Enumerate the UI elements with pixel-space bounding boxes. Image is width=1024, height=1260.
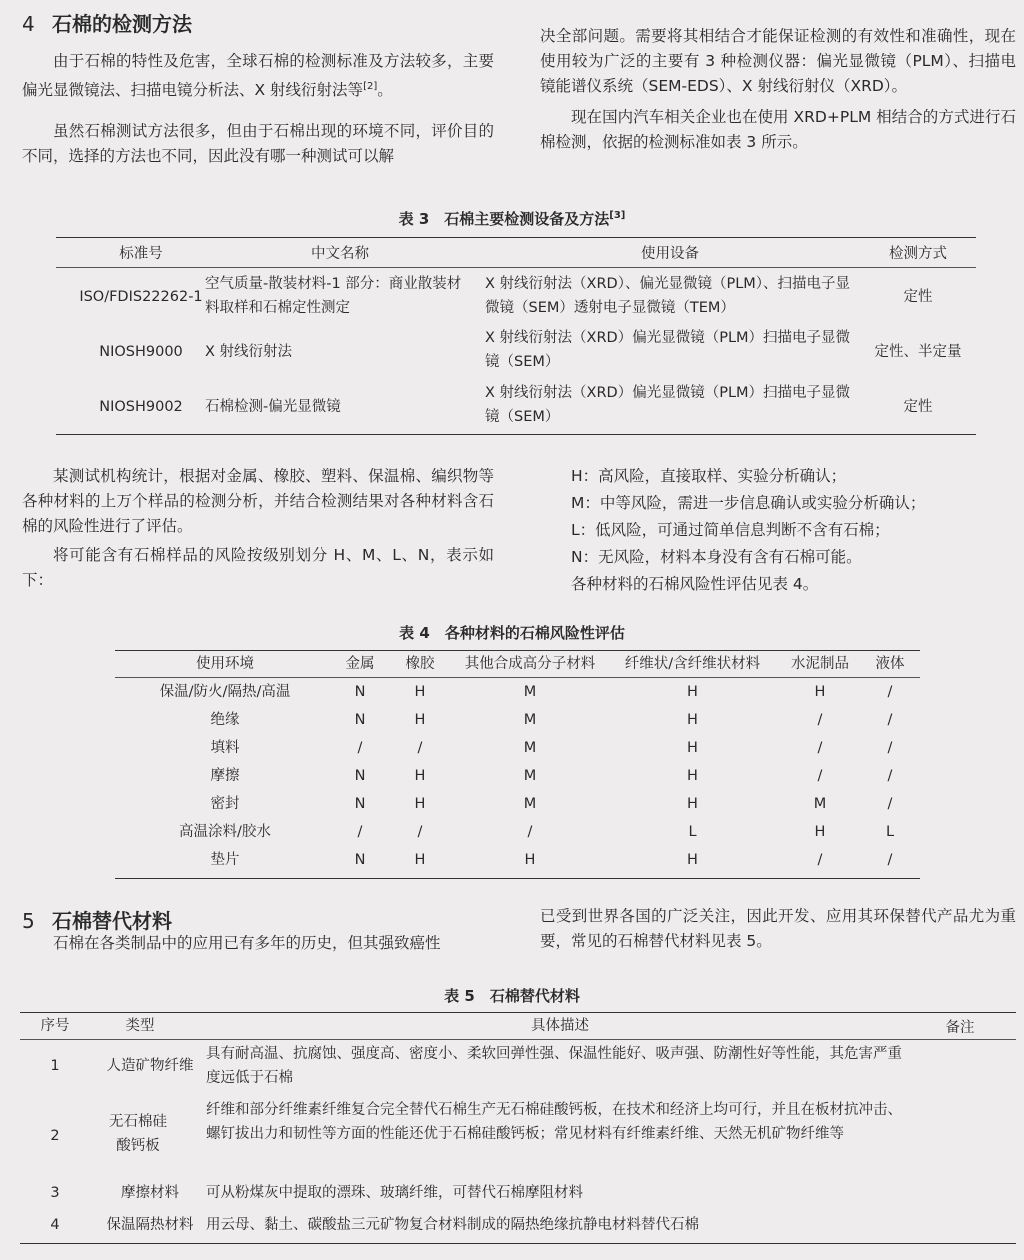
section-5-right-column xyxy=(540,904,1016,954)
paragraph: 虽然石棉测试方法很多，但由于石棉出现的环境不同，评价目的不同，选择的方法也不同，因此没有哪一种测试可以解 xyxy=(22,122,494,166)
paragraph: 由于石棉的特性及危害，全球石棉的检测标准及方法较多，主要偏光显微镜法、扫描电镜分析法、X 射线衍射法等[2]。 xyxy=(22,52,494,100)
table-cell: 用云母、黏土、碳酸盐三元矿物复合材料制成的隔热绝缘抗静电材料替代石棉 xyxy=(206,1217,699,1233)
table-cell: 具有耐高温、抗腐蚀、强度高、密度小、柔软回弹性强、保温性能好、吸声强、防潮性好等性能，其危害严重度远低于石棉 xyxy=(206,1046,902,1086)
risk-level-line: N：无风险，材料本身没有含有石棉可能。 xyxy=(571,548,862,566)
risk-cell: / xyxy=(357,824,363,840)
risk-cell: H xyxy=(687,796,698,812)
table-cell: X 射线衍射法（XRD）、偏光显微镜（PLM）、扫描电子显微镜（SEM）透射电子显微镜（TEM） xyxy=(485,276,851,316)
table-rule xyxy=(20,1039,1016,1040)
table-header: 类型 xyxy=(125,1018,155,1034)
table-cell: 3 xyxy=(50,1185,60,1201)
table-cell: 保温隔热材料 xyxy=(106,1217,194,1233)
table-cell: 纤维和部分纤维素纤维复合完全替代石棉生产无石棉硅酸钙板，在技术和经济上均可行，并且在板材抗冲击、螺钉拔出力和韧性等方面的性能还优于石棉硅酸钙板；常见材料有纤维素纤维、天然无机矿物纤维等 xyxy=(206,1102,902,1142)
row-label: 填料 xyxy=(210,740,240,756)
section-number: 4 xyxy=(22,12,35,36)
row-label: 绝缘 xyxy=(210,712,240,728)
risk-cell: N xyxy=(354,768,366,784)
risk-cell: L xyxy=(688,824,697,840)
row-label: 垫片 xyxy=(210,852,240,868)
risk-cell: H xyxy=(687,684,698,700)
risk-level-line: M：中等风险，需进一步信息确认或实验分析确认； xyxy=(571,494,926,512)
risk-cell: / xyxy=(527,824,533,840)
table-rule xyxy=(56,434,976,435)
table-cell: ISO/FDIS22262-1 xyxy=(79,289,203,305)
mid-left-column xyxy=(22,464,494,593)
risk-cell: / xyxy=(357,740,363,756)
section-4-right-column xyxy=(540,24,1016,155)
section-5-heading xyxy=(22,905,172,934)
table-header: 金属 xyxy=(345,656,375,672)
risk-cell: H xyxy=(414,852,426,868)
risk-cell: / xyxy=(817,712,823,728)
table-header: 液体 xyxy=(875,656,905,672)
risk-cell: L xyxy=(885,824,895,840)
paragraph: 现在国内汽车相关企业也在使用 XRD+PLM 相结合的方式进行石棉检测，依据的检测标准如表 3 所示。 xyxy=(540,108,1016,151)
table-cell: 定性 xyxy=(903,399,933,415)
risk-cell: H xyxy=(687,852,698,868)
risk-cell: / xyxy=(887,852,893,868)
section-title: 石棉的检测方法 xyxy=(52,12,192,36)
table-header: 序号 xyxy=(40,1018,70,1034)
risk-cell: H xyxy=(687,768,698,784)
table-cell: NIOSH9002 xyxy=(99,399,183,415)
section-4-left-column xyxy=(22,49,494,169)
risk-cell: / xyxy=(817,740,823,756)
table-header: 使用环境 xyxy=(196,656,254,672)
risk-cell: H xyxy=(687,740,698,756)
risk-level-line: L：低风险，可通过简单信息判断不含有石棉； xyxy=(571,521,890,539)
table-header: 纤维状/含纤维状材料 xyxy=(624,656,761,672)
paragraph: 某测试机构统计，根据对金属、橡胶、塑料、保温棉、编织物等各种材料的上万个样品的检测分析，并结合检测结果对各种材料含石棉的风险性进行了评估。 xyxy=(22,467,494,535)
risk-cell: / xyxy=(817,852,823,868)
table-rule xyxy=(115,878,920,879)
risk-cell: M xyxy=(813,796,827,812)
paragraph: 石棉在各类制品中的应用已有多年的历史，但其强致癌性 xyxy=(53,934,441,952)
risk-cell: N xyxy=(354,852,366,868)
table-cell: 人造矿物纤维 xyxy=(106,1058,194,1074)
table-cell: 1 xyxy=(50,1058,60,1074)
risk-cell: H xyxy=(814,824,826,840)
paragraph: 已受到世界各国的广泛关注，因此开发、应用其环保替代产品尤为重要，常见的石棉替代材料见表 5。 xyxy=(540,907,1016,950)
risk-cell: N xyxy=(354,712,366,728)
paragraph: 将可能含有石棉样品的风险按级别划分 H、M、L、N，表示如下： xyxy=(22,546,494,589)
table-rule xyxy=(20,1243,1016,1244)
table-3-caption: 表 3 石棉主要检测设备及方法[3] xyxy=(398,210,626,228)
risk-cell: N xyxy=(354,684,366,700)
table-header: 其他合成高分子材料 xyxy=(464,656,596,672)
table-cell: 定性 xyxy=(903,289,933,305)
table-cell: X 射线衍射法（XRD）偏光显微镜（PLM）扫描电子显微镜（SEM） xyxy=(485,385,851,425)
row-label: 保温/防火/隔热/高温 xyxy=(159,684,291,700)
section-number: 5 xyxy=(22,909,35,933)
section-5-left-column xyxy=(22,931,494,956)
table-rule xyxy=(56,267,976,268)
table-rule xyxy=(56,237,976,238)
section-4-heading xyxy=(22,8,192,37)
risk-cell: M xyxy=(523,684,537,700)
risk-cell: / xyxy=(417,740,423,756)
table-cell: 可从粉煤灰中提取的漂珠、玻璃纤维，可替代石棉摩阻材料 xyxy=(206,1185,583,1201)
row-label: 摩擦 xyxy=(210,768,240,784)
table-header: 标准号 xyxy=(119,246,163,262)
mid-right-column xyxy=(540,464,1016,597)
risk-cell: H xyxy=(414,684,426,700)
risk-cell: / xyxy=(887,740,893,756)
table-cell: 石棉检测-偏光显微镜 xyxy=(205,399,341,415)
risk-cell: H xyxy=(414,712,426,728)
paragraph: 决全部问题。需要将其相结合才能保证检测的有效性和准确性，现在使用较为广泛的主要有 3 种检测仪器：偏光显微镜（PLM）、扫描电镜能谱仪系统（SEM-EDS）、X 射线衍射仪（XRD）。 xyxy=(540,27,1016,95)
risk-cell: H xyxy=(524,852,536,868)
table-cell: 2 xyxy=(50,1128,60,1144)
section-title: 石棉替代材料 xyxy=(52,909,172,933)
table-cell: 定性、半定量 xyxy=(874,344,962,360)
table-header: 中文名称 xyxy=(311,246,369,262)
risk-cell: / xyxy=(417,824,423,840)
risk-cell: / xyxy=(817,768,823,784)
table-rule xyxy=(20,1012,1016,1013)
table-header: 具体描述 xyxy=(531,1018,589,1034)
risk-cell: / xyxy=(887,712,893,728)
risk-cell: / xyxy=(887,796,893,812)
table-cell: X 射线衍射法（XRD）偏光显微镜（PLM）扫描电子显微镜（SEM） xyxy=(485,330,851,370)
table-rule xyxy=(115,650,920,651)
table-header: 水泥制品 xyxy=(791,656,849,672)
citation: [2] xyxy=(363,81,378,92)
table-cell: 空气质量-散装材料-1 部分：商业散装材料取样和石棉定性测定 xyxy=(205,276,462,316)
table-5-caption: 表 5 石棉替代材料 xyxy=(444,987,580,1005)
table-cell: 摩擦材料 xyxy=(121,1185,179,1201)
row-label: 密封 xyxy=(210,796,240,812)
risk-cell: H xyxy=(414,796,426,812)
table-4-caption: 表 4 各种材料的石棉风险性评估 xyxy=(399,624,625,642)
risk-cell: H xyxy=(814,684,826,700)
row-label: 高温涂料/胶水 xyxy=(179,824,271,840)
paragraph: 各种材料的石棉风险性评估见表 4。 xyxy=(571,575,819,593)
risk-cell: / xyxy=(887,768,893,784)
table-cell: X 射线衍射法 xyxy=(205,344,293,360)
table-cell: NIOSH9000 xyxy=(99,344,183,360)
table-cell: 无石棉硅酸钙板 xyxy=(109,1114,167,1154)
risk-cell: H xyxy=(414,768,426,784)
table-header: 检测方式 xyxy=(889,246,947,262)
table-rule xyxy=(115,677,920,678)
risk-cell: M xyxy=(523,740,537,756)
risk-cell: / xyxy=(887,684,893,700)
risk-cell: N xyxy=(354,796,366,812)
table-header: 备注 xyxy=(945,1020,975,1036)
table-header: 使用设备 xyxy=(641,246,699,262)
risk-cell: H xyxy=(687,712,698,728)
risk-level-line: H：高风险，直接取样、实验分析确认； xyxy=(571,467,847,485)
table-cell: 4 xyxy=(50,1217,60,1233)
risk-cell: M xyxy=(523,796,537,812)
risk-cell: M xyxy=(523,712,537,728)
risk-cell: M xyxy=(523,768,537,784)
table-header: 橡胶 xyxy=(405,656,435,672)
